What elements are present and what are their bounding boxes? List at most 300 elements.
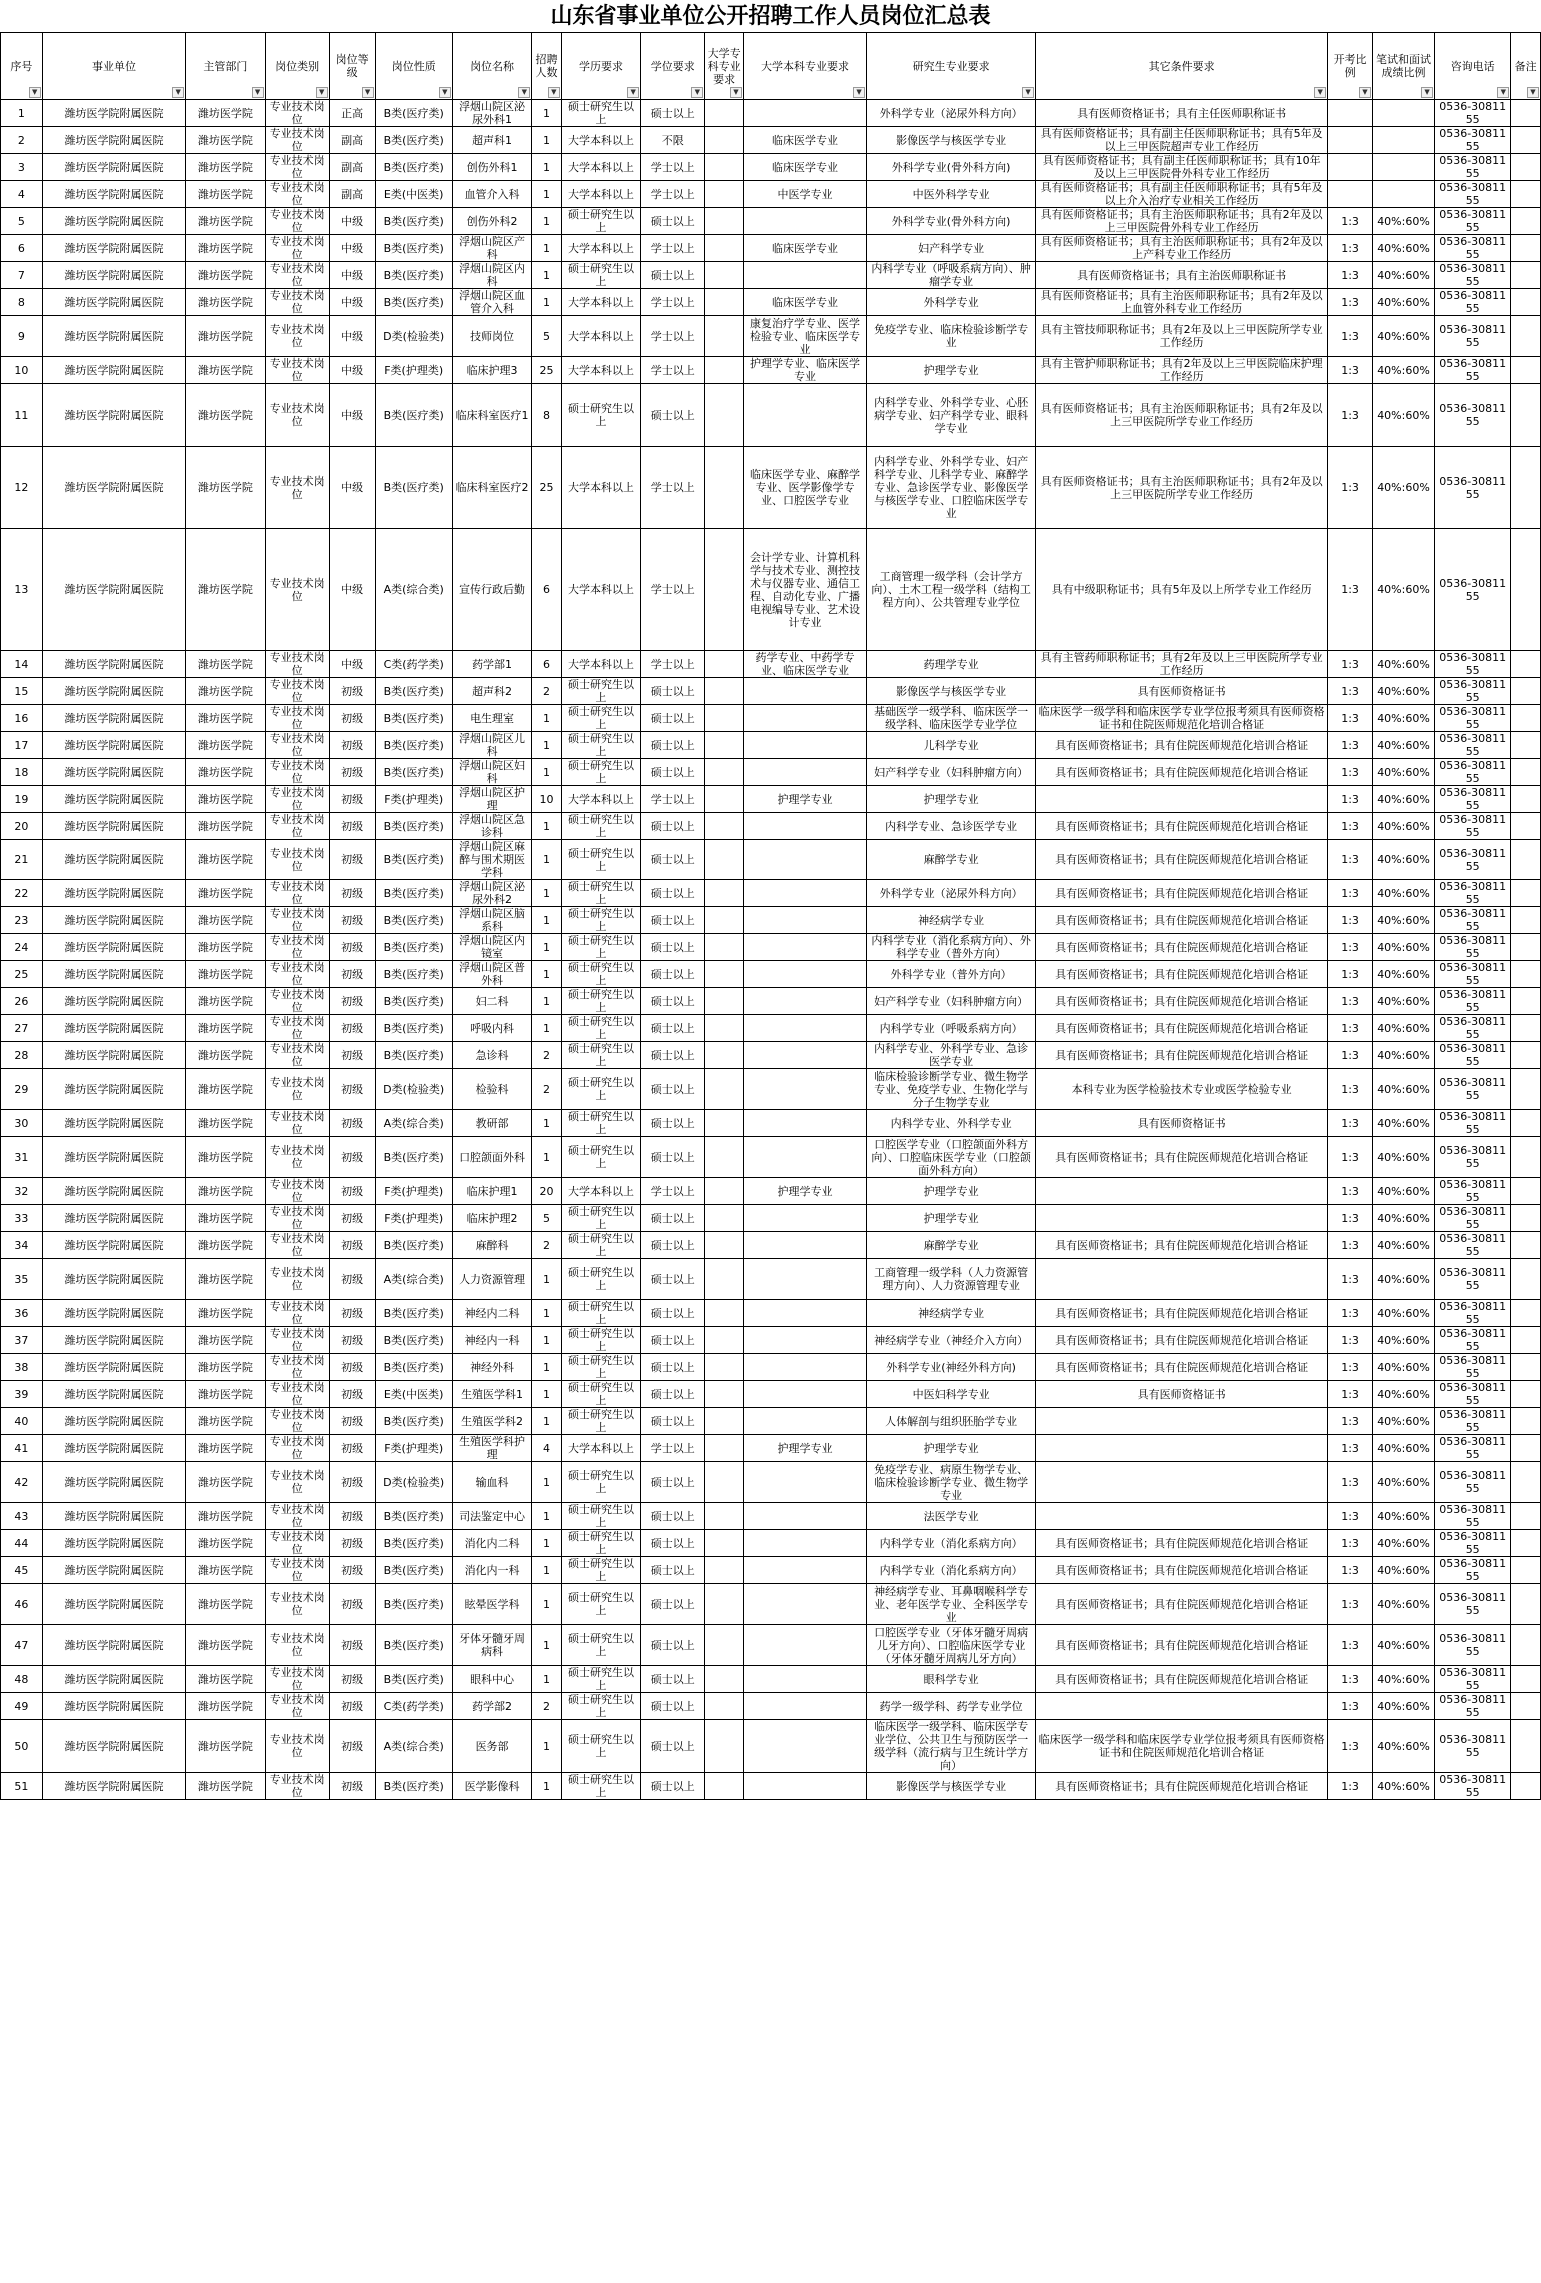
table-cell: 0536-3081155 bbox=[1435, 1720, 1511, 1773]
table-cell bbox=[1328, 100, 1373, 127]
table-cell bbox=[1328, 181, 1373, 208]
table-cell: 40%:60% bbox=[1372, 880, 1434, 907]
table-cell: 硕士以上 bbox=[641, 840, 705, 880]
table-cell: 潍坊医学院 bbox=[186, 447, 265, 529]
table-cell: 专业技术岗位 bbox=[265, 316, 329, 357]
table-cell bbox=[705, 127, 744, 154]
table-cell: 1 bbox=[532, 1720, 562, 1773]
table-cell: 专业技术岗位 bbox=[265, 1042, 329, 1069]
table-cell bbox=[1511, 1557, 1541, 1584]
table-cell: 40%:60% bbox=[1372, 1381, 1434, 1408]
filter-dropdown-icon[interactable]: ▼ bbox=[691, 87, 703, 98]
table-cell: 专业技术岗位 bbox=[265, 1327, 329, 1354]
table-cell bbox=[705, 1666, 744, 1693]
table-cell: 工商管理一级学科（人力资源管理方向）、人力资源管理专业 bbox=[867, 1259, 1036, 1300]
table-cell: 初级 bbox=[329, 1462, 375, 1503]
table-cell bbox=[705, 1205, 744, 1232]
table-cell: 消化内二科 bbox=[452, 1530, 531, 1557]
table-cell bbox=[743, 208, 866, 235]
table-cell bbox=[1511, 813, 1541, 840]
table-cell: 专业技术岗位 bbox=[265, 678, 329, 705]
table-cell: 1 bbox=[532, 100, 562, 127]
table-cell bbox=[705, 1069, 744, 1110]
table-cell: 具有医师资格证书；具有副主任医师职称证书；具有5年及以上三甲医院超声专业工作经历 bbox=[1036, 127, 1328, 154]
table-cell: 45 bbox=[1, 1557, 43, 1584]
table-cell bbox=[743, 1693, 866, 1720]
table-cell: 潍坊医学院附属医院 bbox=[42, 880, 186, 907]
table-cell bbox=[705, 1232, 744, 1259]
table-cell: 临床医学一级学科和临床医学专业学位报考须具有医师资格证书和住院医师规范化培训合格证 bbox=[1036, 705, 1328, 732]
table-cell: 大学本科以上 bbox=[561, 1435, 640, 1462]
table-cell: 生殖医学科1 bbox=[452, 1381, 531, 1408]
table-cell: 40%:60% bbox=[1372, 235, 1434, 262]
table-cell bbox=[743, 1503, 866, 1530]
table-cell bbox=[705, 1530, 744, 1557]
table-cell: 具有医师资格证书；具有副主任医师职称证书；具有5年及以上介入治疗专业相关工作经历 bbox=[1036, 181, 1328, 208]
table-cell bbox=[1511, 1381, 1541, 1408]
table-cell bbox=[1511, 786, 1541, 813]
table-cell: 1:3 bbox=[1328, 759, 1373, 786]
column-header-label: 主管部门 bbox=[203, 59, 248, 73]
table-cell: 专业技术岗位 bbox=[265, 1381, 329, 1408]
table-cell: 9 bbox=[1, 316, 43, 357]
table-cell bbox=[705, 1137, 744, 1178]
table-cell: 0536-3081155 bbox=[1435, 316, 1511, 357]
table-cell: 潍坊医学院 bbox=[186, 1205, 265, 1232]
table-cell: 0536-3081155 bbox=[1435, 1327, 1511, 1354]
table-cell bbox=[705, 1625, 744, 1666]
table-cell: 外科学专业(骨外科方向) bbox=[867, 208, 1036, 235]
table-cell: 内科学专业（消化系病方向）、外科学专业（普外方向） bbox=[867, 934, 1036, 961]
column-header bbox=[867, 33, 1036, 100]
table-cell bbox=[1511, 1408, 1541, 1435]
table-cell: 内科学专业（呼吸系病方向） bbox=[867, 1015, 1036, 1042]
table-cell: 潍坊医学院附属医院 bbox=[42, 1327, 186, 1354]
table-cell: 初级 bbox=[329, 1327, 375, 1354]
table-cell: 40%:60% bbox=[1372, 1327, 1434, 1354]
table-cell: 专业技术岗位 bbox=[265, 840, 329, 880]
table-cell bbox=[705, 988, 744, 1015]
table-cell: 40%:60% bbox=[1372, 1178, 1434, 1205]
table-cell bbox=[705, 357, 744, 384]
table-cell: 1:3 bbox=[1328, 289, 1373, 316]
table-cell: 40%:60% bbox=[1372, 907, 1434, 934]
table-cell: 硕士以上 bbox=[641, 1015, 705, 1042]
table-cell: 1:3 bbox=[1328, 1259, 1373, 1300]
table-cell: 1 bbox=[532, 1259, 562, 1300]
table-cell: B类(医疗类) bbox=[375, 154, 452, 181]
table-cell: 1:3 bbox=[1328, 235, 1373, 262]
table-cell: 1:3 bbox=[1328, 1354, 1373, 1381]
table-cell: F类(护理类) bbox=[375, 1205, 452, 1232]
table-cell: 20 bbox=[532, 1178, 562, 1205]
table-cell: 潍坊医学院 bbox=[186, 840, 265, 880]
table-cell: 15 bbox=[1, 678, 43, 705]
table-cell bbox=[1511, 1773, 1541, 1800]
table-cell: 17 bbox=[1, 732, 43, 759]
table-cell: 潍坊医学院 bbox=[186, 1435, 265, 1462]
table-cell: 硕士以上 bbox=[641, 1584, 705, 1625]
table-cell bbox=[705, 1584, 744, 1625]
table-cell: 潍坊医学院附属医院 bbox=[42, 813, 186, 840]
table-cell: 初级 bbox=[329, 678, 375, 705]
table-cell: C类(药学类) bbox=[375, 651, 452, 678]
table-cell: 硕士以上 bbox=[641, 1110, 705, 1137]
table-cell: C类(药学类) bbox=[375, 1693, 452, 1720]
filter-dropdown-icon[interactable]: ▼ bbox=[1421, 87, 1433, 98]
table-cell: 1:3 bbox=[1328, 1435, 1373, 1462]
table-cell bbox=[705, 813, 744, 840]
table-row bbox=[1, 1503, 1541, 1530]
table-cell: 潍坊医学院附属医院 bbox=[42, 1693, 186, 1720]
table-cell: B类(医疗类) bbox=[375, 1327, 452, 1354]
table-cell: 1 bbox=[532, 759, 562, 786]
column-header bbox=[42, 33, 186, 100]
column-header bbox=[743, 33, 866, 100]
table-cell: 0536-3081155 bbox=[1435, 1773, 1511, 1800]
table-row bbox=[1, 1381, 1541, 1408]
table-cell: 内科学专业、外科学专业、妇产科学专业、儿科学专业、麻醉学专业、急诊医学专业、影像医学与核医学专业、口腔临床医学专业 bbox=[867, 447, 1036, 529]
table-cell: F类(护理类) bbox=[375, 1178, 452, 1205]
column-header-label: 事业单位 bbox=[91, 59, 136, 73]
table-cell: 护理学专业 bbox=[867, 786, 1036, 813]
table-cell: 1:3 bbox=[1328, 1381, 1373, 1408]
filter-dropdown-icon[interactable]: ▼ bbox=[853, 87, 865, 98]
table-cell: 14 bbox=[1, 651, 43, 678]
table-cell: 药学部1 bbox=[452, 651, 531, 678]
table-cell: 1:3 bbox=[1328, 1205, 1373, 1232]
table-cell: 中级 bbox=[329, 357, 375, 384]
table-cell bbox=[705, 384, 744, 447]
table-cell: 大学本科以上 bbox=[561, 529, 640, 651]
table-cell: 潍坊医学院 bbox=[186, 1462, 265, 1503]
filter-dropdown-icon[interactable]: ▼ bbox=[1497, 87, 1509, 98]
table-cell: 40%:60% bbox=[1372, 384, 1434, 447]
table-cell bbox=[743, 262, 866, 289]
table-row bbox=[1, 1354, 1541, 1381]
table-cell: 硕士以上 bbox=[641, 1720, 705, 1773]
table-cell: 1 bbox=[532, 988, 562, 1015]
table-cell: B类(医疗类) bbox=[375, 1137, 452, 1178]
table-cell: 浮烟山院区急诊科 bbox=[452, 813, 531, 840]
table-row bbox=[1, 1178, 1541, 1205]
table-cell: 硕士研究生以上 bbox=[561, 1327, 640, 1354]
table-cell: B类(医疗类) bbox=[375, 447, 452, 529]
table-cell: 护理学专业 bbox=[743, 1178, 866, 1205]
table-cell: 0536-3081155 bbox=[1435, 786, 1511, 813]
table-cell: 临床医学专业 bbox=[743, 127, 866, 154]
filter-dropdown-icon[interactable]: ▼ bbox=[627, 87, 639, 98]
table-cell bbox=[705, 181, 744, 208]
table-cell: 浮烟山院区血管介入科 bbox=[452, 289, 531, 316]
table-cell: 外科学专业 bbox=[867, 289, 1036, 316]
table-cell: B类(医疗类) bbox=[375, 235, 452, 262]
table-cell: 40%:60% bbox=[1372, 1300, 1434, 1327]
table-cell: 40%:60% bbox=[1372, 1069, 1434, 1110]
table-cell: B类(医疗类) bbox=[375, 127, 452, 154]
table-cell: 内科学专业（呼吸系病方向）、肿瘤学专业 bbox=[867, 262, 1036, 289]
table-cell: B类(医疗类) bbox=[375, 262, 452, 289]
table-cell: 专业技术岗位 bbox=[265, 1557, 329, 1584]
table-cell: B类(医疗类) bbox=[375, 907, 452, 934]
table-cell: 0536-3081155 bbox=[1435, 1232, 1511, 1259]
table-cell: 潍坊医学院附属医院 bbox=[42, 1408, 186, 1435]
table-cell: 0536-3081155 bbox=[1435, 1503, 1511, 1530]
table-cell: 1 bbox=[532, 154, 562, 181]
table-cell: 40%:60% bbox=[1372, 759, 1434, 786]
table-cell: 护理学专业 bbox=[743, 1435, 866, 1462]
table-cell: 1 bbox=[532, 907, 562, 934]
table-cell: 专业技术岗位 bbox=[265, 154, 329, 181]
table-cell bbox=[743, 1069, 866, 1110]
table-cell: 潍坊医学院附属医院 bbox=[42, 1462, 186, 1503]
table-cell bbox=[1036, 1259, 1328, 1300]
table-cell: 潍坊医学院附属医院 bbox=[42, 1042, 186, 1069]
table-cell: 0536-3081155 bbox=[1435, 1557, 1511, 1584]
table-cell: 0536-3081155 bbox=[1435, 732, 1511, 759]
table-cell: 0536-3081155 bbox=[1435, 880, 1511, 907]
table-cell: 0536-3081155 bbox=[1435, 934, 1511, 961]
filter-dropdown-icon[interactable]: ▼ bbox=[29, 87, 41, 98]
filter-dropdown-icon[interactable]: ▼ bbox=[548, 87, 560, 98]
table-cell: 1 bbox=[532, 840, 562, 880]
table-row bbox=[1, 651, 1541, 678]
table-cell: D类(检验类) bbox=[375, 316, 452, 357]
table-cell: 具有主管技师职称证书；具有2年及以上三甲医院所学专业工作经历 bbox=[1036, 316, 1328, 357]
table-cell bbox=[1328, 127, 1373, 154]
table-cell: 硕士以上 bbox=[641, 678, 705, 705]
table-cell: 影像医学与核医学专业 bbox=[867, 127, 1036, 154]
table-cell: 具有医师资格证书；具有住院医师规范化培训合格证 bbox=[1036, 1530, 1328, 1557]
table-cell: 具有医师资格证书；具有住院医师规范化培训合格证 bbox=[1036, 759, 1328, 786]
table-cell: 潍坊医学院 bbox=[186, 1354, 265, 1381]
table-cell: 40%:60% bbox=[1372, 961, 1434, 988]
table-cell bbox=[743, 1381, 866, 1408]
table-cell: 0536-3081155 bbox=[1435, 447, 1511, 529]
table-cell bbox=[705, 786, 744, 813]
filter-dropdown-icon[interactable]: ▼ bbox=[1359, 87, 1371, 98]
table-cell: 初级 bbox=[329, 961, 375, 988]
table-cell: 超声科2 bbox=[452, 678, 531, 705]
table-cell: 大学本科以上 bbox=[561, 127, 640, 154]
table-cell: B类(医疗类) bbox=[375, 1042, 452, 1069]
table-cell: 具有医师资格证书；具有住院医师规范化培训合格证 bbox=[1036, 1327, 1328, 1354]
table-cell: 创伤外科1 bbox=[452, 154, 531, 181]
table-row bbox=[1, 961, 1541, 988]
table-cell: 1 bbox=[532, 813, 562, 840]
table-cell: 潍坊医学院 bbox=[186, 181, 265, 208]
table-cell: 学士以上 bbox=[641, 154, 705, 181]
table-cell: 潍坊医学院附属医院 bbox=[42, 1584, 186, 1625]
table-cell: 妇产科学专业（妇科肿瘤方向） bbox=[867, 988, 1036, 1015]
table-cell: 浮烟山院区妇科 bbox=[452, 759, 531, 786]
table-cell: 12 bbox=[1, 447, 43, 529]
table-cell: 硕士研究生以上 bbox=[561, 1381, 640, 1408]
table-cell: 潍坊医学院 bbox=[186, 1530, 265, 1557]
table-cell: 0536-3081155 bbox=[1435, 529, 1511, 651]
table-cell: 本科专业为医学检验技术专业或医学检验专业 bbox=[1036, 1069, 1328, 1110]
table-cell: 潍坊医学院 bbox=[186, 1042, 265, 1069]
table-cell bbox=[743, 1015, 866, 1042]
page-title: 山东省事业单位公开招聘工作人员岗位汇总表 bbox=[550, 3, 991, 29]
table-cell: 中医外科学专业 bbox=[867, 181, 1036, 208]
table-cell: 初级 bbox=[329, 1354, 375, 1381]
table-cell: 2 bbox=[1, 127, 43, 154]
table-cell: 临床医学一级学科、临床医学专业学位、公共卫生与预防医学一级学科（流行病与卫生统计学方向） bbox=[867, 1720, 1036, 1773]
filter-dropdown-icon[interactable]: ▼ bbox=[252, 87, 264, 98]
table-cell: 46 bbox=[1, 1584, 43, 1625]
table-cell: 护理学专业、临床医学专业 bbox=[743, 357, 866, 384]
table-cell: 6 bbox=[532, 529, 562, 651]
table-cell: 潍坊医学院 bbox=[186, 127, 265, 154]
filter-dropdown-icon[interactable]: ▼ bbox=[172, 87, 184, 98]
table-cell: 硕士研究生以上 bbox=[561, 1069, 640, 1110]
table-cell: 内科学专业、外科学专业 bbox=[867, 1110, 1036, 1137]
table-row bbox=[1, 1110, 1541, 1137]
table-cell: 浮烟山院区泌尿外科2 bbox=[452, 880, 531, 907]
table-cell: 1 bbox=[532, 961, 562, 988]
table-cell: 临床医学一级学科和临床医学专业学位报考须具有医师资格证书和住院医师规范化培训合格证 bbox=[1036, 1720, 1328, 1773]
table-cell: 2 bbox=[532, 1693, 562, 1720]
table-cell: 初级 bbox=[329, 1530, 375, 1557]
table-row bbox=[1, 1042, 1541, 1069]
table-cell: 副高 bbox=[329, 127, 375, 154]
table-cell: 1 bbox=[532, 1381, 562, 1408]
table-cell: 初级 bbox=[329, 840, 375, 880]
table-cell: 潍坊医学院附属医院 bbox=[42, 154, 186, 181]
table-cell bbox=[743, 1042, 866, 1069]
filter-dropdown-icon[interactable]: ▼ bbox=[730, 87, 742, 98]
table-cell: 初级 bbox=[329, 1259, 375, 1300]
table-cell: 33 bbox=[1, 1205, 43, 1232]
table-cell: 硕士以上 bbox=[641, 208, 705, 235]
table-cell: 免疫学专业、病原生物学专业、临床检验诊断学专业、微生物学专业 bbox=[867, 1462, 1036, 1503]
table-cell: 生殖医学科护理 bbox=[452, 1435, 531, 1462]
table-cell: 硕士以上 bbox=[641, 759, 705, 786]
table-cell: 40%:60% bbox=[1372, 988, 1434, 1015]
table-cell: 硕士研究生以上 bbox=[561, 1205, 640, 1232]
table-cell: 潍坊医学院 bbox=[186, 786, 265, 813]
table-cell: 6 bbox=[1, 235, 43, 262]
table-row bbox=[1, 907, 1541, 934]
table-cell: 浮烟山院区内科 bbox=[452, 262, 531, 289]
column-header-label: 大学专科专业要求 bbox=[707, 46, 741, 86]
table-cell: 40%:60% bbox=[1372, 262, 1434, 289]
filter-dropdown-icon[interactable]: ▼ bbox=[439, 87, 451, 98]
filter-dropdown-icon[interactable]: ▼ bbox=[518, 87, 530, 98]
table-cell: 具有医师资格证书；具有住院医师规范化培训合格证 bbox=[1036, 1137, 1328, 1178]
table-cell: 硕士研究生以上 bbox=[561, 880, 640, 907]
table-cell: 40%:60% bbox=[1372, 1625, 1434, 1666]
table-cell: 潍坊医学院附属医院 bbox=[42, 1259, 186, 1300]
table-cell: 37 bbox=[1, 1327, 43, 1354]
table-cell: 大学本科以上 bbox=[561, 447, 640, 529]
table-cell: 眩晕医学科 bbox=[452, 1584, 531, 1625]
table-cell: 潍坊医学院 bbox=[186, 1110, 265, 1137]
table-cell: 1:3 bbox=[1328, 988, 1373, 1015]
table-cell: 潍坊医学院 bbox=[186, 235, 265, 262]
table-cell: 1 bbox=[532, 934, 562, 961]
filter-dropdown-icon[interactable]: ▼ bbox=[1022, 87, 1034, 98]
table-cell bbox=[1511, 1300, 1541, 1327]
table-cell: 42 bbox=[1, 1462, 43, 1503]
table-cell: 43 bbox=[1, 1503, 43, 1530]
table-cell: 副高 bbox=[329, 181, 375, 208]
column-header bbox=[375, 33, 452, 100]
table-cell: 1:3 bbox=[1328, 840, 1373, 880]
table-cell: 具有医师资格证书；具有住院医师规范化培训合格证 bbox=[1036, 1042, 1328, 1069]
table-row bbox=[1, 786, 1541, 813]
table-cell: 34 bbox=[1, 1232, 43, 1259]
table-cell bbox=[743, 1137, 866, 1178]
table-cell bbox=[705, 1435, 744, 1462]
table-row bbox=[1, 1327, 1541, 1354]
table-cell: B类(医疗类) bbox=[375, 961, 452, 988]
table-row bbox=[1, 154, 1541, 181]
table-cell: 硕士以上 bbox=[641, 934, 705, 961]
table-cell: 0536-3081155 bbox=[1435, 235, 1511, 262]
table-cell bbox=[743, 1205, 866, 1232]
table-cell: B类(医疗类) bbox=[375, 1773, 452, 1800]
table-cell bbox=[743, 1773, 866, 1800]
table-row bbox=[1, 1435, 1541, 1462]
table-cell bbox=[743, 1408, 866, 1435]
table-cell: 潍坊医学院 bbox=[186, 961, 265, 988]
table-cell bbox=[1511, 1530, 1541, 1557]
table-cell: 大学本科以上 bbox=[561, 181, 640, 208]
table-cell: 具有医师资格证书；具有主任医师职称证书 bbox=[1036, 100, 1328, 127]
table-cell: 潍坊医学院 bbox=[186, 1381, 265, 1408]
table-cell: 1:3 bbox=[1328, 678, 1373, 705]
table-cell: 临床医学专业 bbox=[743, 235, 866, 262]
table-cell: 硕士以上 bbox=[641, 1503, 705, 1530]
table-cell: 1 bbox=[532, 1557, 562, 1584]
table-cell: 初级 bbox=[329, 988, 375, 1015]
table-cell: 1 bbox=[532, 1625, 562, 1666]
column-header-label: 岗位等级 bbox=[335, 53, 369, 79]
table-cell bbox=[1372, 127, 1434, 154]
filter-dropdown-icon[interactable]: ▼ bbox=[1527, 87, 1539, 98]
table-cell: 硕士研究生以上 bbox=[561, 934, 640, 961]
table-cell: 40%:60% bbox=[1372, 357, 1434, 384]
table-cell: 31 bbox=[1, 1137, 43, 1178]
filter-dropdown-icon[interactable]: ▼ bbox=[316, 87, 328, 98]
table-cell: 大学本科以上 bbox=[561, 1178, 640, 1205]
table-cell: 潍坊医学院附属医院 bbox=[42, 1178, 186, 1205]
table-cell: 专业技术岗位 bbox=[265, 208, 329, 235]
table-cell: 21 bbox=[1, 840, 43, 880]
table-cell: B类(医疗类) bbox=[375, 384, 452, 447]
table-cell: 潍坊医学院 bbox=[186, 934, 265, 961]
table-cell: 48 bbox=[1, 1666, 43, 1693]
table-cell bbox=[705, 759, 744, 786]
table-cell: 潍坊医学院附属医院 bbox=[42, 786, 186, 813]
table-cell: 潍坊医学院 bbox=[186, 1693, 265, 1720]
filter-dropdown-icon[interactable]: ▼ bbox=[362, 87, 374, 98]
table-cell: 40%:60% bbox=[1372, 1015, 1434, 1042]
table-cell: 浮烟山院区内镜室 bbox=[452, 934, 531, 961]
table-cell: 临床护理2 bbox=[452, 1205, 531, 1232]
table-cell bbox=[1511, 1232, 1541, 1259]
filter-dropdown-icon[interactable]: ▼ bbox=[1314, 87, 1326, 98]
table-cell: 硕士研究生以上 bbox=[561, 1042, 640, 1069]
table-cell: 临床护理3 bbox=[452, 357, 531, 384]
table-cell bbox=[705, 1381, 744, 1408]
table-cell: 潍坊医学院附属医院 bbox=[42, 1503, 186, 1530]
table-cell: 0536-3081155 bbox=[1435, 840, 1511, 880]
table-cell: 潍坊医学院附属医院 bbox=[42, 235, 186, 262]
table-cell: 1 bbox=[532, 1773, 562, 1800]
